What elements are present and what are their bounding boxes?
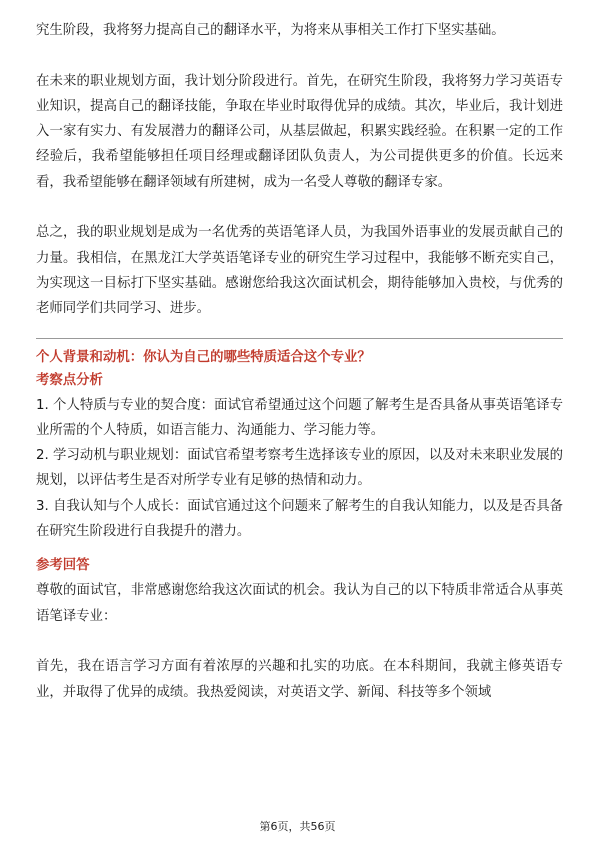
body-paragraph: 总之，我的职业规划是成为一名优秀的英语笔译人员，为我国外语事业的发展贡献自己的力量。我相信，在黑龙江大学英语笔译专业的研究生学习过程中，我能够不断充实自己，为实现这一目标打下坚实基础。感谢您给我这次面试机会，期待能够加入贵校，与优秀的老师同学们共同学习、进步。 — [36, 225, 563, 317]
page-number-footer: 第6页，共56页 — [259, 820, 336, 833]
answer-paragraph: 尊敬的面试官，非常感谢您给我这次面试的机会。我认为自己的以下特质非常适合从事英语笔译专业： — [36, 583, 563, 624]
body-paragraph: 在未来的职业规划方面，我计划分阶段进行。首先，在研究生阶段，我将努力学习英语专业知识，提高自己的翻译技能，争取在毕业时取得优异的成绩。其次，毕业后，我计划进入一家有实力、有发展潜力的翻译公司，从基层做起，积累实践经验。在积累一定的工作经验后，我希望能够担任项目经理或翻译团队负责人，为公司提供更多的价值。长远来看，我希望能够在翻译领域有所建树，成为一名受人尊敬的翻译专家。 — [36, 73, 563, 190]
body-paragraph: 究生阶段，我将努力提高自己的翻译水平，为将来从事相关工作打下坚实基础。 — [36, 23, 505, 38]
document-page — [36, 18, 563, 705]
focus-point: 1. 个人特质与专业的契合度：面试官希望通过这个问题了解考生是否具备从事英语笔译专业所需的个人特质，如语言能力、沟通能力、学习能力等。 — [36, 397, 563, 438]
question-heading: 个人背景和动机：你认为自己的哪些特质适合这个专业？ — [36, 349, 371, 365]
focus-point: 2. 学习动机与职业规划：面试官希望考察考生选择该专业的原因，以及对未来职业发展的规划，以评估考生是否对所学专业有足够的热情和动力。 — [36, 448, 563, 489]
focus-heading: 考察点分析 — [36, 372, 103, 388]
focus-point: 3. 自我认知与个人成长：面试官通过这个问题来了解考生的自我认知能力，以及是否具备在研究生阶段进行自我提升的潜力。 — [36, 498, 563, 540]
answer-paragraph: 首先，我在语言学习方面有着浓厚的兴趣和扎实的功底。在本科期间，我就主修英语专业，并取得了优异的成绩。我热爱阅读，对英语文学、新闻、科技等多个领域 — [36, 659, 563, 700]
answer-heading: 参考回答 — [36, 558, 90, 574]
section-divider — [36, 338, 563, 339]
